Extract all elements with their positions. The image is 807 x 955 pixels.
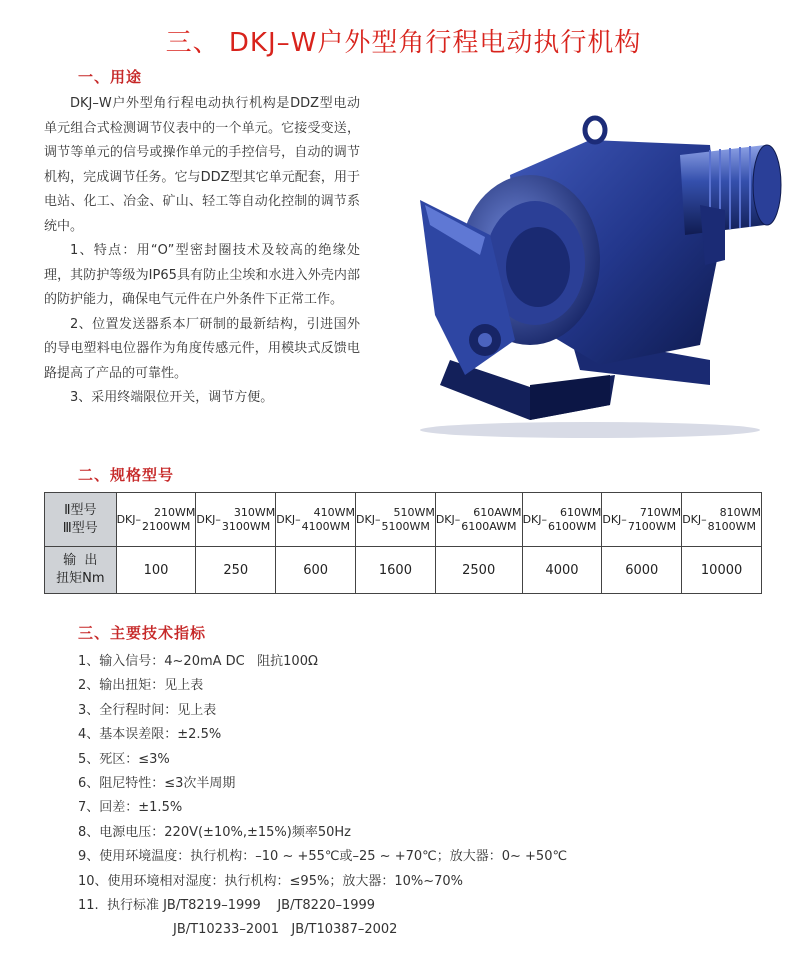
model-bottom: 4100WM <box>301 519 351 533</box>
model-prefix: DKJ– <box>116 513 142 526</box>
torque-row <box>45 547 762 594</box>
spec-item: 9、使用环境温度：执行机构：–10 ~ +55℃或–25 ~ +70℃；放大器：0~ +50℃ <box>78 849 568 865</box>
section-heading-spec: 二、规格型号 <box>78 466 175 484</box>
model-bottom: 8100WM <box>707 519 756 533</box>
section-heading-tech: 三、主要技术指标 <box>78 624 207 642</box>
model-bottom: 6100AWM <box>461 519 517 533</box>
model-top: 510WM <box>393 505 435 519</box>
model-prefix: DKJ– <box>276 513 301 526</box>
torque-header-cell <box>45 547 117 594</box>
spec-item: 5、死区：≤3% <box>78 751 170 767</box>
torque-cell: 250 <box>196 547 276 594</box>
model-prefix: DKJ– <box>356 513 381 526</box>
torque-cell: 100 <box>116 547 196 594</box>
spec-item-continued: JB/T10233–2001 JB/T10387–2002 <box>173 922 398 938</box>
model-top: 610WM <box>560 505 602 519</box>
spec-table <box>44 492 762 594</box>
model-bottom: 6100WM <box>548 519 597 533</box>
model-cell <box>682 493 762 547</box>
spec-item: 4、基本误差限：±2.5% <box>78 727 222 743</box>
model-top: 210WM <box>154 505 196 519</box>
model-cell <box>356 493 436 547</box>
model-cell <box>116 493 196 547</box>
intro-paragraph: 2、位置发送器系本厂研制的最新结构，引进国外的导电塑料电位器作为角度传感元件，用模块式反馈电路提高了产品的可靠性。 <box>44 316 360 381</box>
intro-paragraph: 1、特点：用“O”型密封圈技术及较高的绝缘处理，其防护等级为IP65具有防止尘埃和水进入外壳内部的防护能力，确保电气元件在户外条件下正常工作。 <box>44 243 360 307</box>
model-cell <box>276 493 356 547</box>
model-cell <box>522 493 602 547</box>
actuator-photo <box>380 85 800 445</box>
model-top: 410WM <box>313 505 356 519</box>
model-top: 710WM <box>639 505 682 519</box>
tech-spec-list <box>78 650 567 943</box>
spec-item: 8、电源电压：220V(±10%,±15%)频率50Hz <box>78 824 351 840</box>
model-cell <box>435 493 522 547</box>
header-torque-line1: 输 出 <box>63 553 98 568</box>
spec-item: 11. 执行标准 JB/T8219–1999 JB/T8220–1999 <box>78 897 376 913</box>
model-bottom: 7100WM <box>627 519 677 533</box>
model-prefix: DKJ– <box>682 513 707 526</box>
model-row <box>45 493 762 547</box>
page-title: 三、 DKJ–W户外型角行程电动执行机构 <box>165 28 642 58</box>
model-top: 810WM <box>719 505 761 519</box>
model-prefix: DKJ– <box>602 513 627 526</box>
intro-paragraph: DKJ–W户外型角行程电动执行机构是DDZ型电动单元组合式检测调节仪表中的一个单元。它接受变送，调节等单元的信号或操作单元的手控信号，自动的调节机构，完成调节任务。它与DDZ型其它单元配套，用于电站、化工、冶金、矿山、轻工等自动化控制的调节系统中。 <box>44 96 360 234</box>
model-prefix: DKJ– <box>435 513 461 526</box>
model-cell <box>602 493 682 547</box>
model-top: 610AWM <box>473 505 522 519</box>
model-prefix: DKJ– <box>196 513 221 526</box>
torque-cell: 600 <box>276 547 356 594</box>
torque-cell: 2500 <box>435 547 522 594</box>
intro-paragraph: 3、采用终端限位开关，调节方便。 <box>70 390 274 405</box>
spec-item: 6、阻尼特性：≤3次半周期 <box>78 775 236 791</box>
header-torque-line2: 扭矩Nm <box>56 571 105 586</box>
model-top: 310WM <box>233 505 276 519</box>
spec-item: 3、全行程时间：见上表 <box>78 702 217 718</box>
intro-text <box>44 92 360 411</box>
model-bottom: 5100WM <box>381 519 430 533</box>
torque-cell: 4000 <box>522 547 602 594</box>
torque-cell: 1600 <box>356 547 436 594</box>
spec-item: 1、输入信号：4~20mA DC 阻抗100Ω <box>78 654 318 669</box>
section-heading-usage: 一、用途 <box>78 68 143 86</box>
header-type-2: Ⅱ型号 <box>64 502 97 518</box>
spec-item: 10、使用环境相对湿度：执行机构：≤95%；放大器：10%~70% <box>78 873 464 889</box>
model-bottom: 2100WM <box>142 519 191 533</box>
model-cell <box>196 493 276 547</box>
model-bottom: 3100WM <box>221 519 271 533</box>
model-prefix: DKJ– <box>522 513 547 526</box>
spec-item: 2、输出扭矩：见上表 <box>78 678 204 694</box>
spec-item: 7、回差：±1.5% <box>78 800 183 816</box>
header-type-3: Ⅲ型号 <box>62 520 98 536</box>
torque-cell: 10000 <box>682 547 762 594</box>
model-header-cell <box>45 493 117 547</box>
torque-cell: 6000 <box>602 547 682 594</box>
